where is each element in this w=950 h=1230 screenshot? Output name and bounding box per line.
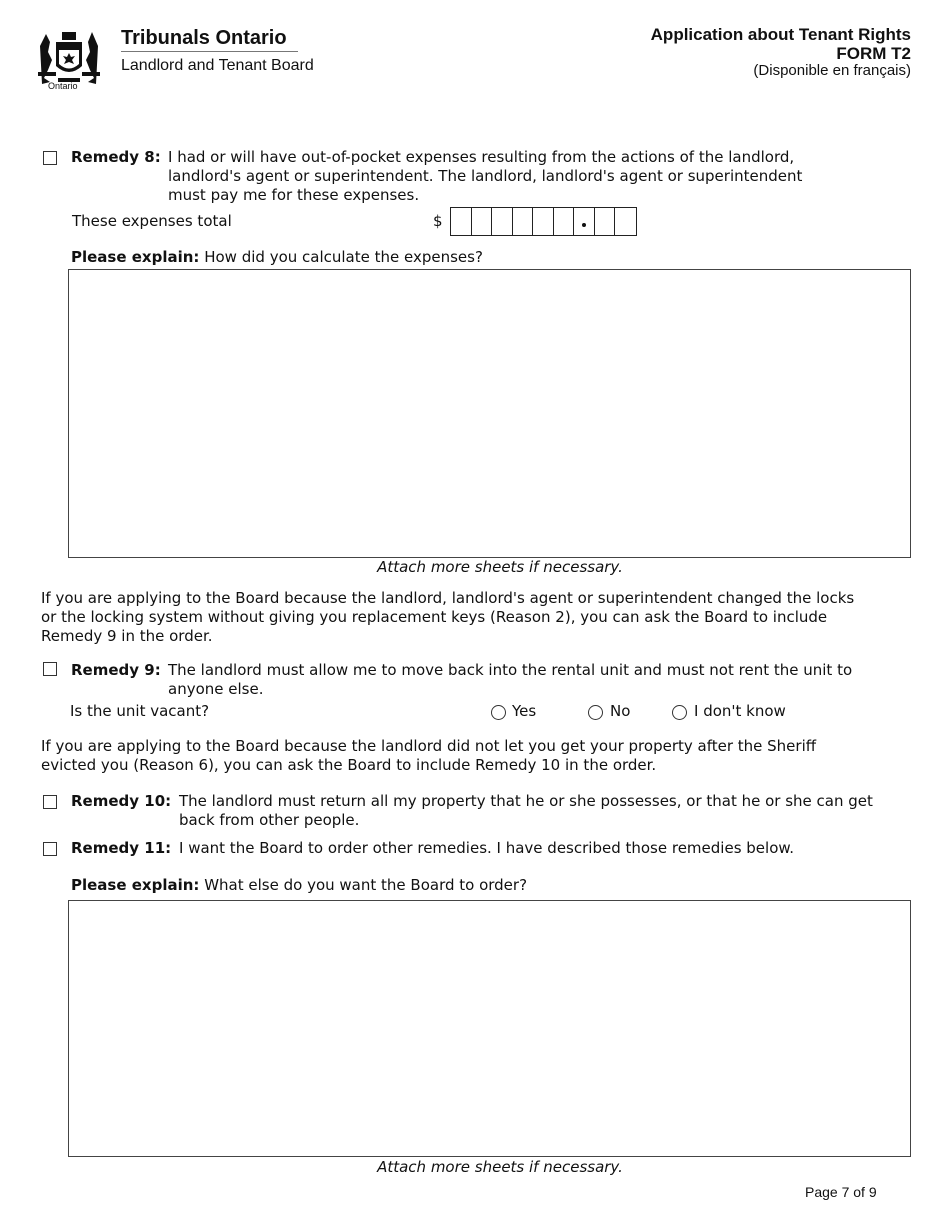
expenses-total-label: These expenses total xyxy=(72,212,232,230)
vacant-yes-radio[interactable] xyxy=(491,705,506,720)
unit-vacant-question: Is the unit vacant? xyxy=(70,702,210,720)
vacant-yes-label: Yes xyxy=(512,702,537,720)
remedy-11-checkbox[interactable] xyxy=(43,842,57,856)
remedy-10-label: Remedy 10: xyxy=(71,792,172,810)
amount-digit-box[interactable] xyxy=(533,208,554,235)
french-availability-note: (Disponible en français) xyxy=(753,62,911,79)
other-remedies-textarea[interactable] xyxy=(68,900,911,1157)
page-number: Page 7 of 9 xyxy=(805,1184,877,1200)
remedy-10-checkbox[interactable] xyxy=(43,795,57,809)
amount-digit-box[interactable] xyxy=(513,208,534,235)
remedy-9-label: Remedy 9: xyxy=(71,661,161,679)
expenses-explanation-textarea[interactable] xyxy=(68,269,911,558)
attach-sheets-note-1: Attach more sheets if necessary. xyxy=(377,558,623,576)
amount-digit-box[interactable] xyxy=(554,208,575,235)
remedy-8-text: I had or will have out-of-pocket expenses resulting from the actions of the landlord, landlord's agent or superintendent. The landlord, landlord's agent or superintendent must pay me for these expenses. xyxy=(168,148,803,204)
remedy-11-explain-prompt: Please explain: What else do you want the Board to order? xyxy=(71,876,528,894)
amount-cents-box[interactable] xyxy=(595,208,616,235)
vacant-dont-know-radio[interactable] xyxy=(672,705,687,720)
expenses-amount-field[interactable] xyxy=(450,207,637,236)
decimal-point xyxy=(582,223,586,227)
org-divider xyxy=(121,51,298,52)
currency-symbol: $ xyxy=(433,212,443,230)
form-number: FORM T2 xyxy=(836,44,911,63)
reason-2-instructions: If you are applying to the Board because the landlord, landlord's agent or superintendent changed the locks or the locking system without giving you replacement keys (Reason 2), you can ask the Board to include Remedy 9 in the order. xyxy=(41,589,855,645)
remedy-11-label: Remedy 11: xyxy=(71,839,172,857)
remedy-10-text: The landlord must return all my property that he or she possesses, or that he or she can get back from other people. xyxy=(179,792,873,829)
remedy-8-label: Remedy 8: xyxy=(71,148,161,166)
amount-digit-box[interactable] xyxy=(472,208,493,235)
form-heading xyxy=(651,25,911,79)
ontario-wordmark: Ontario xyxy=(48,81,78,91)
attach-sheets-note-2: Attach more sheets if necessary. xyxy=(377,1158,623,1176)
vacant-dont-know-label: I don't know xyxy=(694,702,786,720)
org-subtitle: Landlord and Tenant Board xyxy=(121,57,314,74)
vacant-no-radio[interactable] xyxy=(588,705,603,720)
org-name: Tribunals Ontario xyxy=(121,27,287,49)
remedy-9-text: The landlord must allow me to move back into the rental unit and must not rent the unit to anyone else. xyxy=(168,661,853,698)
amount-digit-box[interactable] xyxy=(574,208,595,235)
amount-digit-box[interactable] xyxy=(451,208,472,235)
reason-6-instructions: If you are applying to the Board because the landlord did not let you get your property after the Sheriff evicted you (Reason 6), you can ask the Board to include Remedy 10 in the order. xyxy=(41,737,817,774)
form-title: Application about Tenant Rights xyxy=(650,25,911,44)
amount-digit-box[interactable] xyxy=(492,208,513,235)
remedy-8-explain-prompt: Please explain: How did you calculate the expenses? xyxy=(71,248,483,266)
remedy-11-text: I want the Board to order other remedies. I have described those remedies below. xyxy=(179,839,795,857)
amount-cents-box[interactable] xyxy=(615,208,636,235)
remedy-8-checkbox[interactable] xyxy=(43,151,57,165)
vacant-no-label: No xyxy=(610,702,631,720)
remedy-9-checkbox[interactable] xyxy=(43,662,57,676)
